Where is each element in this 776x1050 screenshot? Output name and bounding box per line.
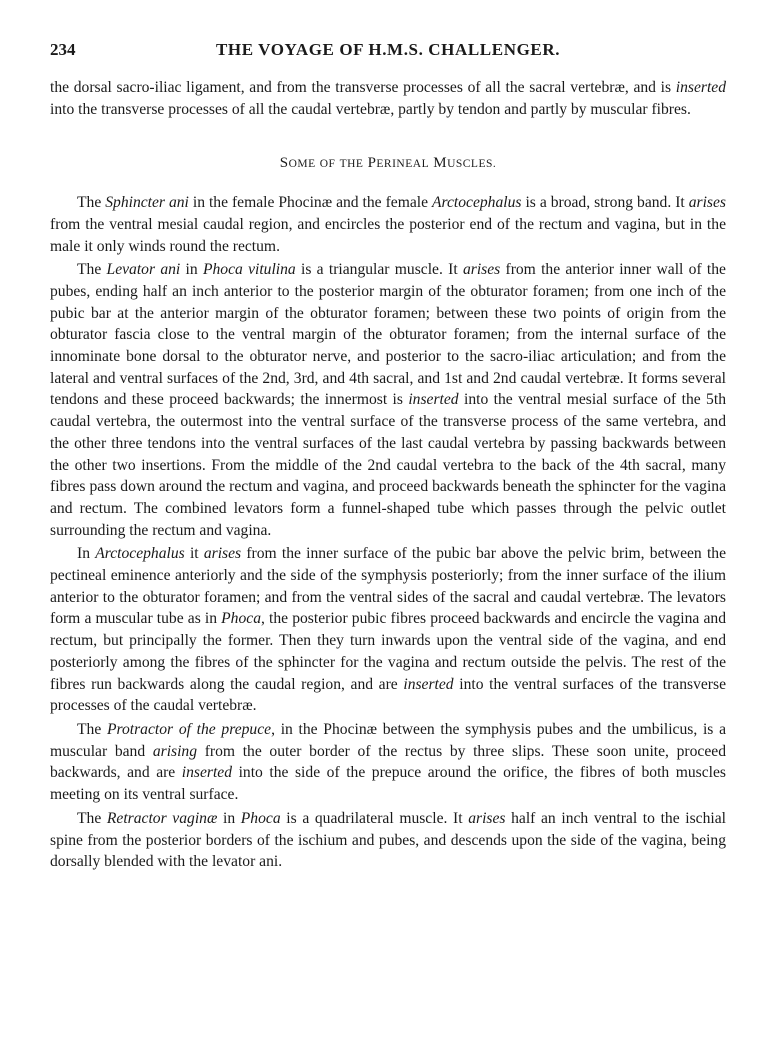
paragraph-levator-ani: The Levator ani in Phoca vitulina is a triangular muscle. It arises from the anterior inner wall of the pubes, ending half an inch anterior to the posterior margin of the obturator foramen; from one inch of the pubic bar at the anterior margin of the obturator foramen; between these two points of origin from the obturator fascia close to the ventral margin of the obturator foramen; from the internal surface of the innominate bone dorsal to the obturator nerve, and posterior to the sacro-iliac articulation; and from the lateral and ventral surfaces of the 2nd, 3rd, and 4th sacral, and 1st and 2nd caudal vertebræ. It forms several tendons and these proceed backwards; the innermost is inserted into the ventral mesial surface of the 5th caudal vertebra, the outermost into the ventral surface of the transverse process of the same vertebra, and the other three tendons into the ventral surfaces of the last caudal vertebra by passing backwards between the other two insertions. From the middle of the 2nd caudal vertebra to the back of the 4th sacral, many fibres pass down around the rectum and vagina, and proceed backwards beneath the sphincter for the vagina and rectum. The combined levators form a funnel-shaped tube which passes through the pelvic outlet surrounding the rectum and vagina.: [50, 261, 726, 539]
paragraph-retractor-vaginae: The Retractor vaginæ in Phoca is a quadrilateral muscle. It arises half an inch ventral to the ischial spine from the posterior borders of the ischium and pubes, and descends upon the side of the vagina, being dorsally blended with the levator ani.: [50, 809, 726, 871]
running-title: THE VOYAGE OF H.M.S. CHALLENGER.: [215, 40, 561, 59]
paragraph-sphincter-ani: The Sphincter ani in the female Phocinæ and the female Arctocephalus is a broad, strong band. It arises from the ventral mesial caudal region, and encircles the posterior end of the rectum and vagina, but in the male it only winds round the rectum.: [50, 194, 726, 255]
paragraph-arctocephalus: In Arctocephalus it arises from the inner surface of the pubic bar above the pelvic brim, between the pectineal eminence anteriorly and the side of the symphysis posteriorly; from the inner surface of the ilium anterior to the obturator foramen; and from the ventral sides of the sacral and caudal vertebræ. The levators form a muscular tube as in Phoca, the posterior pubic fibres proceed backwards and encircle the vagina and rectum, but principally the former. Then they turn inwards upon the ventral side of the vagina, and end posteriorly among the fibres of the sphincter for the vagina and rectum outside the pelvis. The rest of the fibres run backwards along the caudal region, and are inserted into the ventral surfaces of the transverse processes of the caudal vertebræ.: [50, 545, 727, 715]
page-number: 234: [50, 40, 76, 59]
section-heading: SOME OF THE PERINEAL MUSCLES.: [279, 155, 497, 172]
intro-paragraph: the dorsal sacro-iliac ligament, and from the transverse processes of all the sacral vertebræ, and is inserted into the transverse processes of all the caudal vertebræ, partly by tendon and partly by muscular fibres.: [50, 79, 726, 118]
page-body: [50, 77, 726, 873]
page-header: [50, 40, 726, 64]
book-page: [50, 40, 726, 873]
paragraph-protractor-prepuce: The Protractor of the prepuce, in the Phocinæ between the symphysis pubes and the umbilicus, is a muscular band arising from the outer border of the rectus by three slips. These soon unite, proceed backwards, and are inserted into the side of the prepuce around the orifice, the fibres of both muscles meeting on its ventral surface.: [50, 720, 726, 804]
